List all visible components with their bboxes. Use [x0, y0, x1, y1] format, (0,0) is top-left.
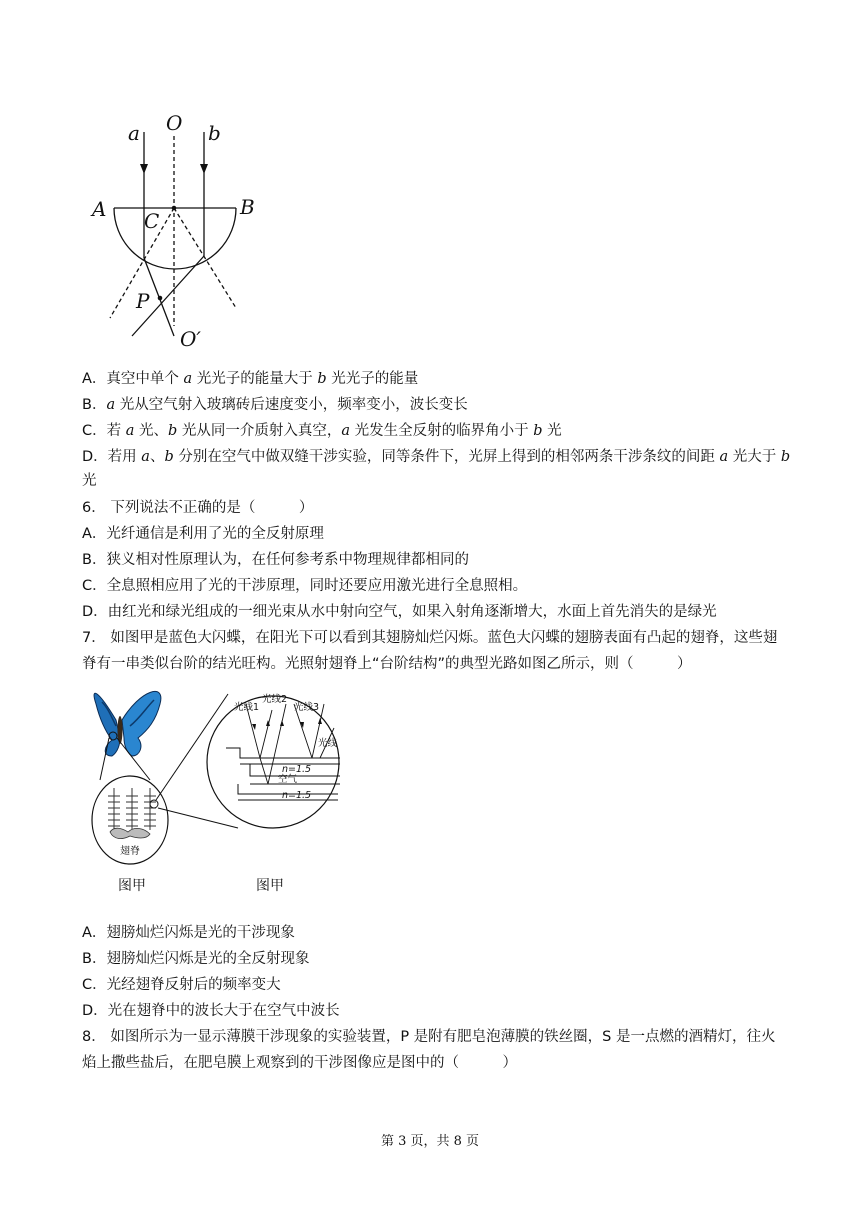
n1-label: n=1.5 [282, 764, 312, 775]
q5-option-d: D．若用 a、b 分别在空气中做双缝干涉实验，同等条件下，光屏上得到的相邻两条干涉条纹的间距 a 光大于 b [82, 449, 791, 465]
ray1-label: 光线1 [234, 702, 260, 713]
q6-option-a: A．光纤通信是利用了光的全反射原理 [82, 526, 324, 542]
page-footer: 第 3 页，共 8 页 [380, 1134, 480, 1149]
label-Oprime: O′ [180, 327, 201, 351]
label-a: a [128, 121, 140, 145]
n2-label: n=1.5 [282, 790, 312, 801]
label-b: b [208, 121, 221, 145]
q7-stem-line2: 脊有一串类似台阶的结光旺构。光照射翅脊上“台阶结构”的典型光路如图乙所示，则（ ） [82, 656, 692, 672]
label-A: A [92, 197, 107, 221]
q8-stem-line2: 焰上撒些盐后，在肥皂膜上观察到的干涉图像应是图中的（ ） [82, 1055, 517, 1071]
q6-option-c: C．全息照相应用了光的干涉原理，同时还要应用激光进行全息照相。 [82, 578, 528, 594]
ray2-label: 光线2 [262, 694, 288, 705]
butterfly-wing-diagram [88, 680, 356, 896]
q5-option-a: A．真空中单个 a 光光子的能量大于 b 光光子的能量 [82, 371, 419, 387]
caption-right: 图甲 [256, 878, 284, 894]
ray3-label: 光线3 [294, 702, 320, 713]
q6-stem: 6． 下列说法不正确的是（ ） [82, 500, 314, 516]
semicircle-glass-diagram [90, 108, 255, 353]
label-P: P [136, 289, 150, 313]
q7-stem-line1: 7． 如图甲是蓝色大闪蝶，在阳光下可以看到其翅膀灿烂闪烁。蓝色大闪蝶的翅膀表面有凸起的翅脊，这些翅 [82, 630, 778, 646]
q6-option-b: B．狭义相对性原理认为，在任何参考系中物理规律都相同的 [82, 552, 469, 568]
label-O: O [166, 111, 183, 135]
label-B: B [240, 195, 255, 219]
q5-option-b: B．a 光从空气射入玻璃砖后速度变小，频率变小，波长变长 [82, 397, 468, 413]
q5-option-d-wrap: 光 [82, 473, 97, 489]
q7-option-d: D．光在翅脊中的波长大于在空气中波长 [82, 1003, 340, 1019]
q7-option-c: C．光经翅脊反射后的频率变大 [82, 977, 281, 993]
q8-stem-line1: 8． 如图所示为一显示薄膜干涉现象的实验装置，P 是附有肥皂泡薄膜的铁丝圈，S 是一点燃的酒精灯，往火 [82, 1029, 776, 1045]
q6-option-d: D．由红光和绿光组成的一细光束从水中射向空气，如果入射角逐渐增大，水面上首先消失的是绿光 [82, 604, 717, 620]
ray4-label: 光线 [318, 738, 338, 749]
ridge-label: 翅脊 [120, 846, 140, 857]
butterfly-icon [94, 691, 161, 756]
caption-left: 图甲 [118, 878, 146, 894]
q5-option-c: C．若 a 光、b 光从同一介质射入真空，a 光发生全反射的临界角小于 b 光 [82, 423, 562, 439]
q7-option-b: B．翅膀灿烂闪烁是光的全反射现象 [82, 951, 310, 967]
label-C: C [144, 209, 160, 233]
air-label: 空气 [278, 774, 298, 785]
q7-option-a: A．翅膀灿烂闪烁是光的干涉现象 [82, 925, 295, 941]
